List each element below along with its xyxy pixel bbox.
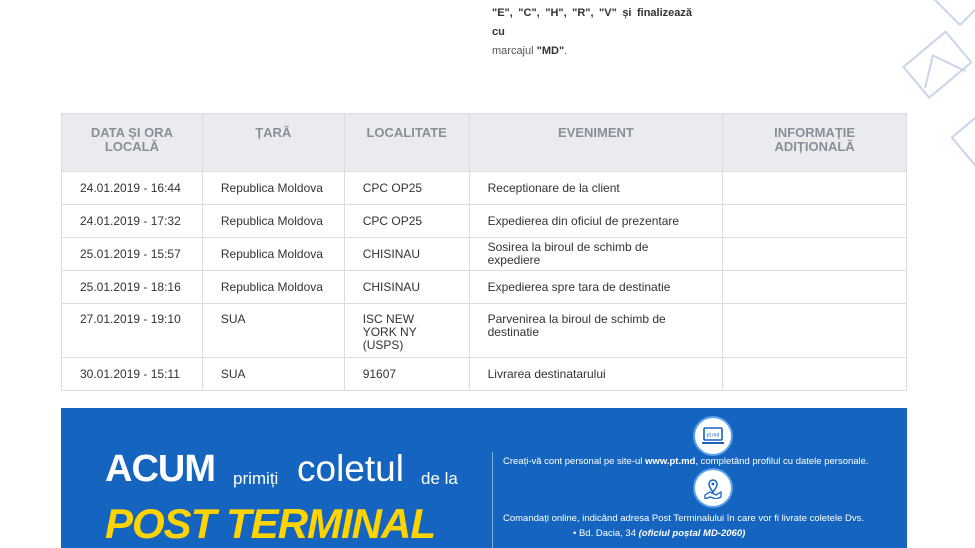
header-location: LOCALITATE (344, 114, 469, 172)
banner-post-terminal: POST TERMINAL (105, 500, 435, 547)
cell-location: 91607 (344, 358, 469, 391)
table-row (62, 172, 907, 205)
banner-address (573, 528, 745, 539)
intro-period: . (564, 45, 568, 57)
banner-acum: ACUM (105, 448, 215, 490)
cell-country: Republica Moldova (202, 271, 344, 304)
cell-info (723, 172, 907, 205)
laptop-icon-label: pt.md (706, 432, 720, 439)
cell-date: 30.01.2019 - 15:11 (62, 358, 203, 391)
table-row (62, 358, 907, 391)
cell-event: Parvenirea la biroul de schimb de destinatie (469, 304, 723, 358)
intro-text (492, 4, 692, 61)
cell-date: 24.01.2019 - 17:32 (62, 205, 203, 238)
cell-info (723, 238, 907, 271)
table-row (62, 271, 907, 304)
cell-date: 25.01.2019 - 18:16 (62, 271, 203, 304)
bullet-icon: • (573, 528, 577, 539)
intro-label: marcajul (492, 45, 537, 57)
cell-info (723, 271, 907, 304)
cell-info (723, 358, 907, 391)
step1-link[interactable]: www.pt.md (645, 456, 696, 467)
cell-date: 25.01.2019 - 15:57 (62, 238, 203, 271)
step1-text-post: , completând profilul cu datele personale. (695, 456, 869, 467)
cell-event: Livrarea destinatarului (469, 358, 723, 391)
cell-info (723, 304, 907, 358)
table-row (62, 238, 907, 271)
map-pin-icon (693, 468, 733, 508)
cell-info (723, 205, 907, 238)
post-terminal-banner[interactable] (61, 408, 907, 548)
cell-event: Sosirea la biroul de schimb de expediere (469, 238, 723, 271)
cell-country: Republica Moldova (202, 172, 344, 205)
table-row (62, 205, 907, 238)
banner-step-1 (503, 456, 869, 467)
intro-codes: "E", "C", "H", "R", "V" și finalizează cu (492, 7, 692, 38)
banner-primiti: primiți (233, 469, 279, 488)
cell-country: SUA (202, 304, 344, 358)
cell-date: 27.01.2019 - 19:10 (62, 304, 203, 358)
header-event: EVENIMENT (469, 114, 723, 172)
cell-location: CHISINAU (344, 271, 469, 304)
banner-step-2: Comandați online, indicând adresa Post Terminalului în care vor fi livrate coletele Dvs. (503, 513, 865, 524)
header-date: DATA ȘI ORA LOCALĂ (62, 114, 203, 172)
cell-location: CPC OP25 (344, 205, 469, 238)
cell-event: Receptionare de la client (469, 172, 723, 205)
address-text: Bd. Dacia, 34 (578, 528, 639, 539)
cell-country: Republica Moldova (202, 238, 344, 271)
step1-text-pre: Creați-vă cont personal pe site-ul (503, 456, 646, 467)
address-office: (oficiul poștal MD-2060) (638, 528, 746, 539)
cell-country: Republica Moldova (202, 205, 344, 238)
header-country: ȚARĂ (202, 114, 344, 172)
header-info: INFORMAȚIE ADIȚIONALĂ (723, 114, 907, 172)
cell-location: ISC NEW YORK NY (USPS) (344, 304, 469, 358)
cell-country: SUA (202, 358, 344, 391)
intro-marker: "MD" (536, 45, 565, 57)
cell-location: CHISINAU (344, 238, 469, 271)
cell-event: Expedierea spre tara de destinatie (469, 271, 723, 304)
banner-coletul: coletul (297, 448, 404, 489)
cell-event: Expedierea din oficiul de prezentare (469, 205, 723, 238)
tracking-table (61, 113, 907, 391)
banner-divider (492, 452, 493, 548)
cell-date: 24.01.2019 - 16:44 (62, 172, 203, 205)
cell-location: CPC OP25 (344, 172, 469, 205)
banner-dela: de la (421, 469, 458, 488)
table-row (62, 304, 907, 358)
laptop-icon (693, 416, 733, 456)
table-header-row (62, 114, 907, 172)
